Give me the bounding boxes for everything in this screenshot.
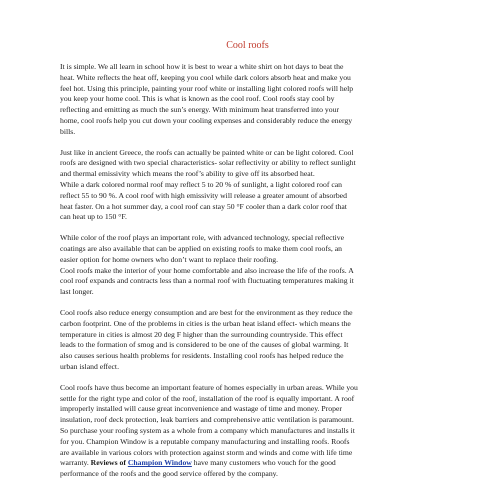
text-line: insulation, roof deck protection, leak barriers and comprehensive attic ventilation is paramount. [60,415,354,425]
reviews-bold-text: Reviews of [90,458,128,468]
text-line: are available in various colors with protection against storm and winds and come with life time [60,447,353,457]
text-line: While color of the roof plays an important role, with advanced technology, special reflective [60,233,345,243]
text-line: you keep your home cool. This is what is known as the cool roof. Cool roofs stay cool by [60,94,335,104]
page-title: Cool roofs [226,40,269,51]
text-line: performance of the roofs and the good service offered by the company. [60,469,278,479]
text-line: temperature in cities is almost 20 deg F higher than the surrounding countryside. This effect [60,329,343,339]
paragraph-4 [60,308,435,373]
text-line: reflect 55 to 90 %. A cool roof with high emissivity will release a greater amount of absorbed [60,190,347,200]
text-line: reflecting and emitting as much the sun’s energy. With minimum heat transferred into your [60,105,340,115]
text-fragment: warranty. [60,458,91,468]
text-line: Cool roofs have thus become an important feature of homes especially in urban areas. While you [60,382,358,392]
text-line: for you. Champion Window is a reputable company manufacturing and installing roofs. Roofs [60,436,350,446]
text-line: carbon footprint. One of the problems in cities is the urban heat island effect- which means the [60,318,351,328]
text-line: So purchase your roofing system as a whole from a company which manufactures and installs it [60,425,355,435]
text-line: Cool roofs make the interior of your home comfortable and also increase the life of the roofs. A [60,265,354,275]
text-line: last longer. [60,287,94,297]
text-line: While a dark colored normal roof may reflect 5 to 20 % of sunlight, a light colored roof can [60,179,342,189]
link-line [60,458,435,469]
text-line: improperly installed will cause great inconvenience and wastage of time and money. Proper [60,404,342,414]
text-line: leads to the formation of smog and is considered to be one of the causes of global warming. It [60,340,349,350]
text-line: bills. [60,126,76,136]
paragraph-1 [60,62,435,138]
text-line: cool roof expands and contracts less than a normal roof with fluctuating temperatures making it [60,276,354,286]
text-fragment: have many customers who vouch for the good [191,458,336,468]
text-line: Just like in ancient Greece, the roofs can actually be painted white or can be light colored. Cool [60,147,354,157]
text-line: It is simple. We all learn in school how it is best to wear a white shirt on hot days to beat the [60,62,344,71]
text-line: Cool roofs also reduce energy consumption and are best for the environment as they reduce the [60,307,353,317]
text-line: also causes serious health problems for residents. Installing cool roofs has helped reduce the [60,351,344,361]
paragraph-2 [60,148,435,224]
text-line: and thermal emissivity which means the roof’s ability to give off its absorbed heat. [60,169,315,179]
champion-window-link[interactable]: Champion Window [127,458,192,468]
text-line: home, cool roofs help you cut down your cooling expenses and considerably reduce the energy [60,115,353,125]
text-line: settle for the right type and color of the roof, installation of the roof is equally important. A roof [60,393,355,403]
text-line: roofs are designed with two special characteristics- solar reflectivity or ability to reflect sunlight [60,158,356,168]
text-line: heat. White reflects the heat off, keeping you cool while dark colors absorb heat and make you [60,72,351,82]
text-line: coatings are also available that can be applied on existing roofs to make them cool roofs, an [60,243,342,253]
text-line: heat faster. On a hot summer day, a cool roof can stay 50 °F cooler than a dark color roof that [60,201,347,211]
text-line: can heat up to 150 °F. [60,212,127,222]
text-line: feel hot. Using this principle, painting your roof white or installing light colored roofs will help [60,83,354,93]
text-line: easier option for home owners who don’t want to replace their roofing. [60,254,279,264]
paragraph-5 [60,383,435,480]
paragraph-3 [60,233,435,298]
text-line: urban island effect. [60,361,119,371]
